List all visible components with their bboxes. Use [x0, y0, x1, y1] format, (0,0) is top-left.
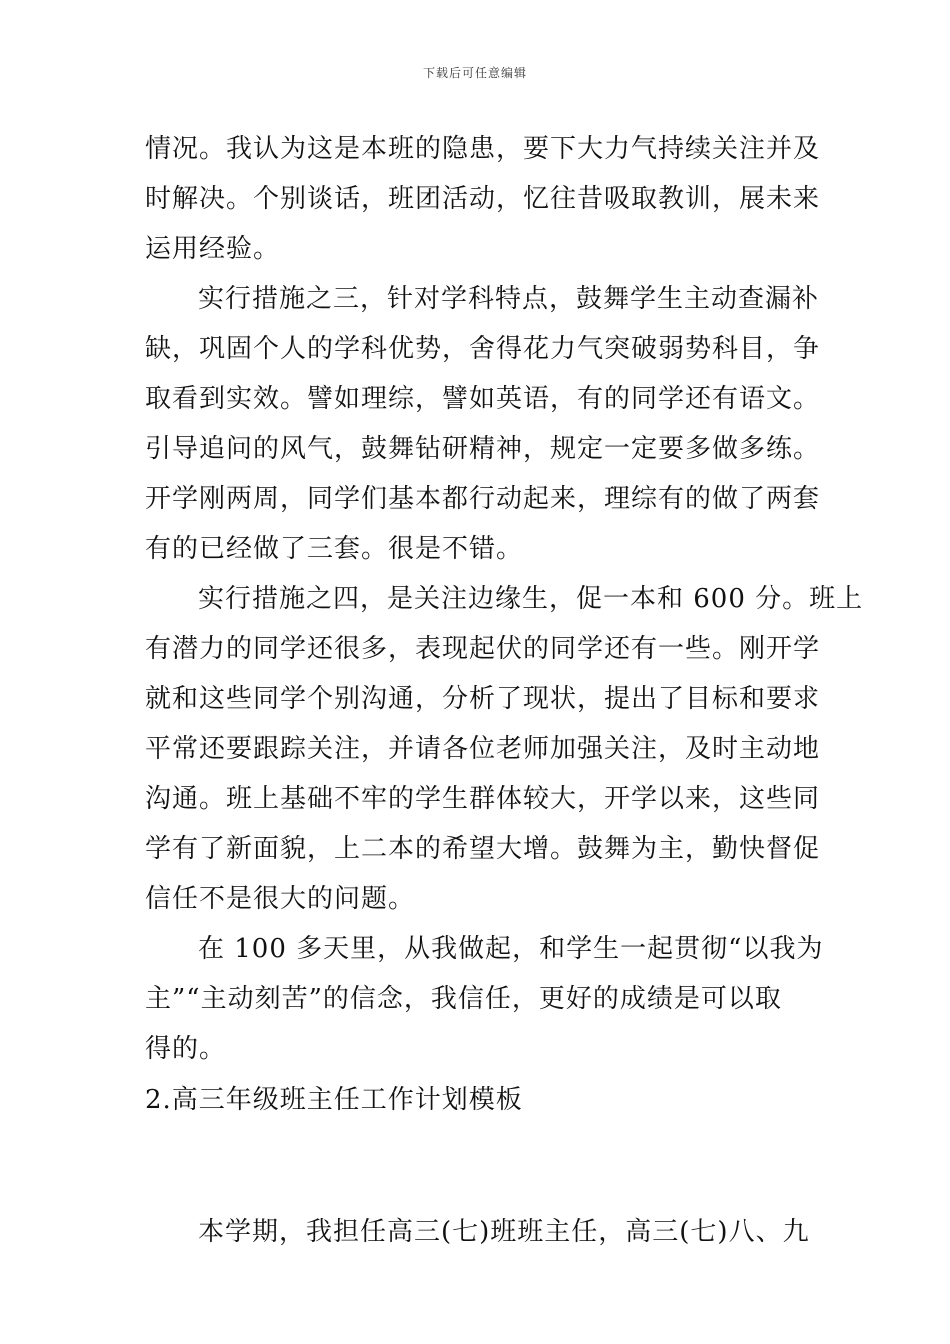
paragraph-2: [145, 274, 821, 574]
text-line: 就和这些同学个别沟通，分析了现状，提出了目标和要求: [145, 684, 821, 714]
paragraph-1: [145, 124, 821, 274]
text-line: 得的。: [145, 1034, 227, 1064]
section-heading: 2.高三年级班主任工作计划模板: [145, 1085, 523, 1115]
blank-space: [145, 1125, 810, 1207]
paragraph-4: [145, 924, 824, 1074]
text-line: 开学刚两周，同学们基本都行动起来，理综有的做了两套: [145, 484, 821, 514]
text-line: 时解决。个别谈话，班团活动，忆往昔吸取教训，展未来: [145, 184, 821, 214]
text-line: 主”“主动刻苦”的信念，我信任，更好的成绩是可以取: [145, 984, 782, 1014]
text-line: 实行措施之三，针对学科特点，鼓舞学生主动查漏补: [198, 284, 820, 314]
text-line: 信任不是很大的问题。: [145, 884, 416, 914]
text-line: 缺，巩固个人的学科优势，舍得花力气突破弱势科目，争: [145, 334, 821, 364]
text-line: 实行措施之四，是关注边缘生，促一本和 600 分。班上: [198, 584, 864, 614]
text-line: 情况。我认为这是本班的隐患，要下大力气持续关注并及: [145, 134, 821, 164]
paragraph-5: [145, 1207, 810, 1257]
text-line: 有潜力的同学还很多，表现起伏的同学还有一些。刚开学: [145, 634, 821, 664]
text-line: 在 100 多天里，从我做起，和学生一起贯彻“以我为: [198, 934, 824, 964]
text-line: 平常还要跟踪关注，并请各位老师加强关注，及时主动地: [145, 734, 821, 764]
document-body: [145, 124, 864, 1257]
text-line: 本学期，我担任高三(七)班班主任，高三(七)八、九: [198, 1217, 810, 1247]
page-header-note: 下载后可任意编辑: [422, 66, 527, 80]
text-line: 有的已经做了三套。很是不错。: [145, 534, 524, 564]
text-line: 沟通。班上基础不牢的学生群体较大，开学以来，这些同: [145, 784, 821, 814]
text-line: 取看到实效。譬如理综，譬如英语，有的同学还有语文。: [145, 384, 821, 414]
text-line: 运用经验。: [145, 234, 281, 264]
text-line: 引导追问的风气，鼓舞钻研精神，规定一定要多做多练。: [145, 434, 821, 464]
text-line: 学有了新面貌，上二本的希望大增。鼓舞为主，勤快督促: [145, 834, 821, 864]
paragraph-3: [145, 574, 864, 924]
